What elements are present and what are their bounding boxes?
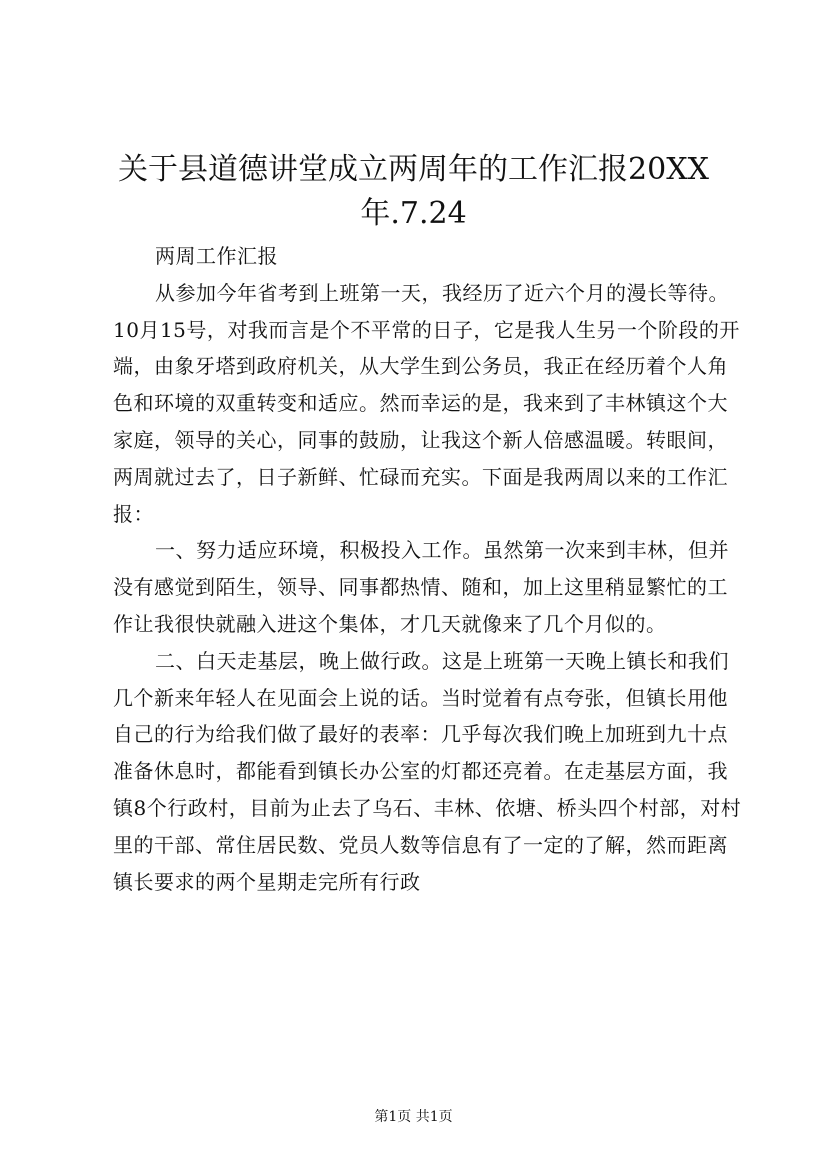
title-line-1: 关于县道德讲堂成立两周年的工作汇报20XX (118, 152, 709, 187)
paragraph-1: 从参加今年省考到上班第一天，我经历了近六个月的漫长等待。10月15号，对我而言是个不平常的日子，它是我人生另一个阶段的开端，由象牙塔到政府机关，从大学生到公务员，我正在经历着个人角色和环境的双重转变和适应。然而幸运的是，我来到了丰林镇这个大家庭，领导的关心，同事的鼓励，让我这个新人倍感温暖。转眼间，两周就过去了，日子新鲜、忙碌而充实。下面是我两周以来的工作汇报： (113, 280, 740, 526)
paragraph-3: 二、白天走基层，晚上做行政。这是上班第一天晚上镇长和我们几个新来年轻人在见面会上说的话。当时觉着有点夸张，但镇长用他自己的行为给我们做了最好的表率：几乎每次我们晚上加班到九十点准备休息时，都能看到镇长办公室的灯都还亮着。在走基层方面，我镇8个行政村，目前为止去了乌石、丰林、依塘、桥头四个村部，对村里的干部、常住居民数、党员人数等信息有了一定的了解，然而距离镇长要求的两个星期走完所有行政 (113, 648, 742, 894)
page-footer: 第1页 共1页 (374, 1109, 453, 1125)
section-subtitle: 两周工作汇报 (155, 244, 278, 268)
paragraph-2: 一、努力适应环境，积极投入工作。虽然第一次来到丰林，但并没有感觉到陌生，领导、同事都热情、随和，加上这里稍显繁忙的工作让我很快就融入进这个集体，才几天就像来了几个月似的。 (113, 538, 729, 636)
title-line-2: 年.7.24 (360, 196, 467, 231)
document-title (100, 148, 727, 236)
document-body (113, 238, 745, 900)
